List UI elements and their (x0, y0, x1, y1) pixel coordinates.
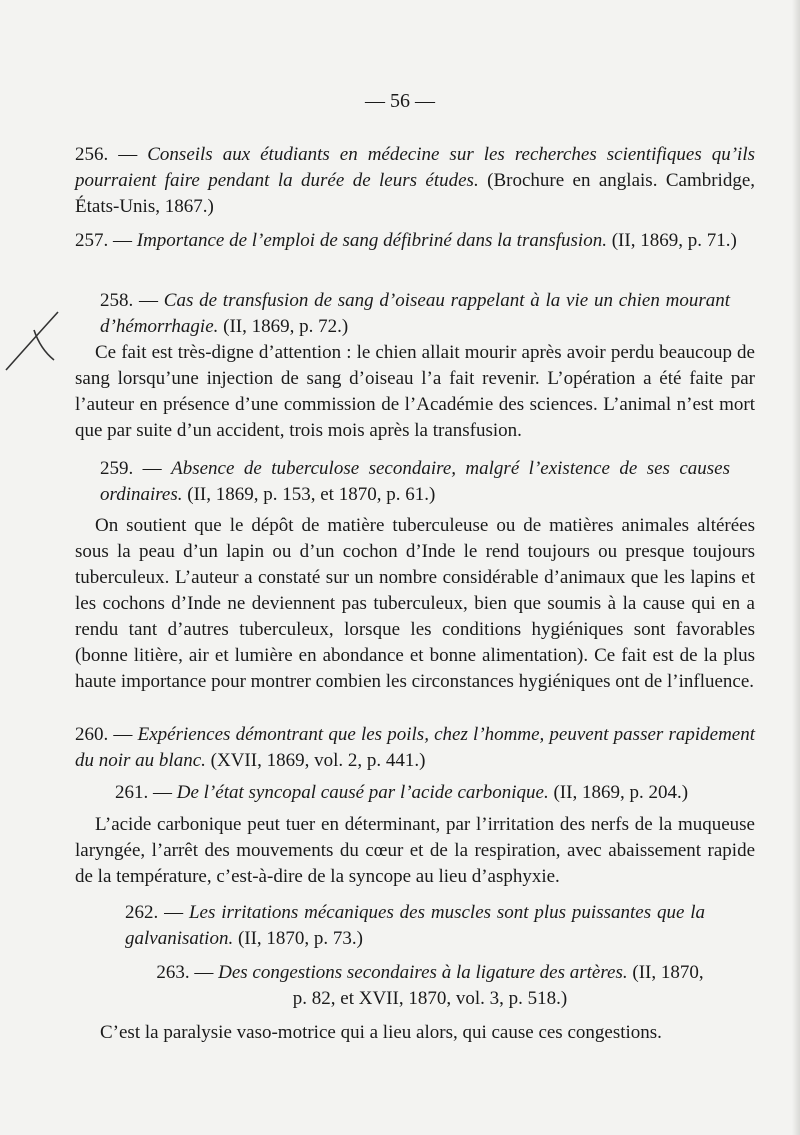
entry-title: Expériences démontrant que les poils, chez l’homme, peuvent passer rapidement du noir au blanc. (75, 724, 755, 771)
entry-number: 258. — (100, 290, 159, 311)
entry-title: De l’état syncopal causé par l’acide carbonique. (176, 782, 549, 803)
paragraph-259: On soutient que le dépôt de matière tuberculeuse ou de matières animales altérées sous la peau d’un lapin ou d’un cochon d’Inde le rend toujours ou presque toujours tuberculeux. L’auteur a constaté sur un nombre considérable d’animaux que les lapins et les cochons d’Inde ne deviennent pas tuberculeux, bien que soumis à la cause qui en a rendu tant d’autres tuberculeux, lorsque les conditions hygiéniques sont favorables (bonne litière, air et lumière en abondance et bonne alimentation). Ce fait est de la plus haute importance pour montrer combien les circonstances hygiéniques ont de l’influence. (75, 515, 755, 692)
page-edge-shadow (792, 0, 800, 1135)
entry-title: Des congestions secondaires à la ligature des artères. (218, 962, 628, 983)
entry-number: 261. — (115, 782, 172, 803)
entry-title: Les irritations mécaniques des muscles sont plus puissantes que la galvanisation. (125, 902, 706, 949)
entry-262 (125, 900, 705, 952)
entry-258 (100, 288, 730, 340)
entry-number: 259. — (100, 458, 162, 479)
handwritten-cross-mark (4, 308, 64, 378)
entry-number: 256. — (75, 144, 138, 165)
entry-reference: (II, 1869, p. 72.) (223, 316, 349, 337)
entry-number: 262. — (125, 902, 184, 923)
entry-number: 260. — (75, 724, 133, 745)
paragraph-263: C’est la paralysie vaso-motrice qui a lieu alors, qui cause ces congestions. (100, 1022, 662, 1043)
entry-number: 257. — (75, 230, 132, 251)
entry-reference: (II, 1869, p. 204.) (553, 782, 689, 803)
entry-title: Cas de transfusion de sang d’oiseau rappelant à la vie un chien mourant d’hémorrhagie. (100, 290, 731, 337)
paragraph-261: L’acide carbonique peut tuer en déterminant, par l’irritation des nerfs de la muqueuse laryngée, l’arrêt des mouvements du cœur et de la respiration, avec abaissement rapide de la température, c’est-à-dire de la syncope au lieu d’asphyxie. (75, 814, 755, 887)
entry-number: 263. — (156, 962, 214, 983)
entry-reference: (XVII, 1869, vol. 2, p. 441.) (210, 750, 426, 771)
entry-title: Conseils aux étudiants en médecine sur les recherches scientifiques qu’ils pourraient faire pendant la durée de leurs études. (75, 144, 756, 191)
entry-title: Importance de l’emploi de sang défibriné dans la transfusion. (136, 230, 607, 251)
entry-256 (75, 142, 755, 220)
entry-257 (75, 228, 755, 254)
entry-reference: (Brochure en anglais. Cambridge, États-Unis, 1867.) (75, 170, 756, 217)
entry-reference: (II, 1869, p. 71.) (611, 230, 737, 251)
paragraph-258: Ce fait est très-digne d’attention : le chien allait mourir après avoir perdu beaucoup de sang lorsqu’une injection de sang d’oiseau l’a fait revenir. L’opération a été faite par l’auteur en présence d’une commission de l’Académie des sciences. L’animal n’est mort que par suite d’un accident, trois mois après la transfusion. (75, 342, 755, 441)
entry-261 (115, 780, 735, 806)
page-number: — 56 — (365, 90, 435, 112)
entry-reference: (II, 1870, p. 73.) (237, 928, 364, 949)
entry-259 (100, 456, 730, 508)
entry-263 (150, 960, 710, 1012)
entry-title: Absence de tuberculose secondaire, malgré l’existence de ses causes ordinaires. (100, 458, 731, 505)
entry-reference: (II, 1870, p. 82, et XVII, 1870, vol. 3, p. 518.) (292, 962, 704, 1009)
entry-260 (75, 722, 755, 774)
entry-reference: (II, 1869, p. 153, et 1870, p. 61.) (187, 484, 436, 505)
